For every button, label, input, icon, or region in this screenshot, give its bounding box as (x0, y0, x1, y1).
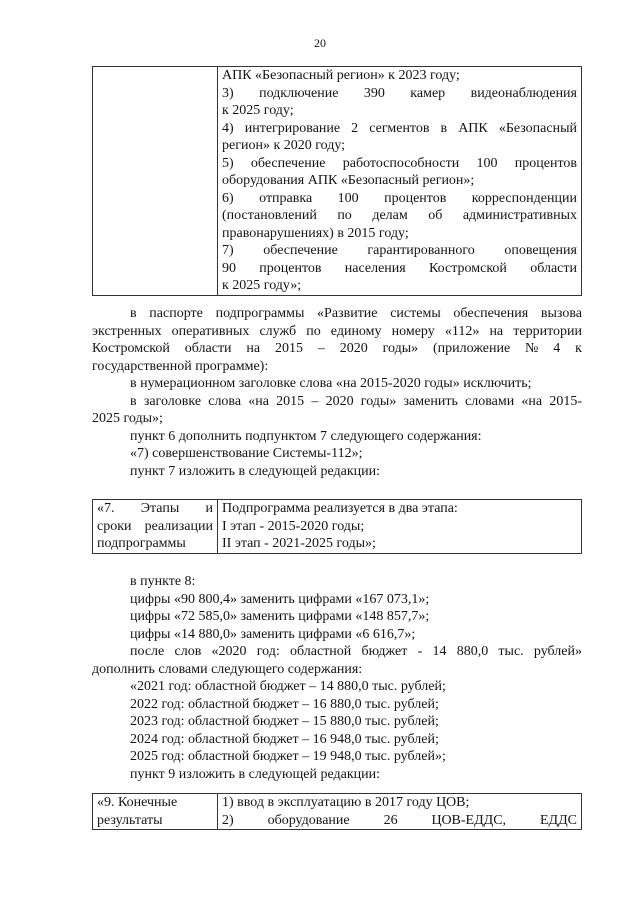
justified-line (222, 260, 577, 278)
text-line: оборудования АПК «Безопасный регион»; (222, 173, 475, 188)
word: процентов (384, 190, 447, 206)
page-number: 20 (314, 36, 326, 50)
word: 3) (222, 85, 234, 101)
word: годы» (382, 341, 419, 356)
justified-line (222, 190, 577, 208)
text-line: пункт 6 дополнить подпунктом 7 следующего содержания: (130, 428, 482, 444)
justified-line: экстренных оперативных служб по единому номеру «112» на территории (92, 323, 582, 339)
word: камер (410, 85, 446, 101)
amendment-paragraphs-2 (92, 573, 582, 783)
word: 4 (553, 341, 561, 356)
text-line: цифры «72 585,0» заменить цифрами «148 857,7»; (130, 609, 430, 624)
text-line: «9. Конечные (97, 795, 178, 810)
justified-line: сроки реализации (97, 518, 213, 534)
justified-line: после слов «2020 год: областной бюджет - 14 880,0 тыс. рублей» (130, 644, 582, 659)
table-cell-results-value (218, 794, 582, 830)
text-line: регион» к 2020 году; (222, 138, 346, 153)
word: процентов (259, 260, 322, 276)
table-cell-stages-label (93, 500, 218, 554)
text-line: 2025 годы»; (92, 411, 163, 426)
word: отправка (259, 190, 313, 206)
word: на (246, 341, 261, 356)
table-apk-indicators (92, 66, 582, 296)
text-line: 2023 год: областной бюджет – 15 880,0 тыс. рублей; (130, 714, 439, 729)
word: «7. (97, 501, 115, 516)
table-cell-left-empty (93, 67, 218, 296)
justified-line (97, 500, 213, 518)
amendment-paragraphs-1 (92, 305, 582, 480)
word: ЦОВ-ЕДДС, (431, 812, 507, 828)
word: № (525, 341, 539, 356)
word: и (205, 501, 213, 516)
text-line: пункт 9 изложить в следующей редакции: (130, 766, 380, 782)
text-line: подпрограммы (97, 536, 186, 551)
justified-line: 4) интегрирование 2 сегментов в АПК «Безопасный (222, 120, 577, 136)
text-line: II этап - 2021-2025 годы»; (222, 536, 376, 551)
table-cell-stages-value (218, 500, 582, 554)
word: видеонаблюдения (470, 85, 577, 101)
word: – (317, 341, 325, 356)
text-line: цифры «90 800,4» заменить цифрами «167 073,1»; (130, 591, 430, 607)
text-line: «2021 год: областной бюджет – 14 880,0 тыс. рублей; (130, 679, 446, 694)
text-line: дополнить словами следующего содержания: (92, 661, 363, 677)
word: Костромской (429, 260, 507, 276)
table-final-results (92, 793, 582, 830)
word: области (184, 341, 232, 356)
word: гарантированного (367, 243, 475, 258)
justified-line: 5) обеспечение работоспособности 100 процентов (222, 155, 577, 171)
text-line: в пункте 8: (130, 574, 196, 589)
word: 2) (222, 812, 234, 828)
text-line: государственной программе): (92, 358, 269, 374)
word: 100 (337, 190, 359, 206)
word: 2020 (339, 341, 368, 356)
word: к (575, 341, 582, 356)
table-cell-results-label (93, 794, 218, 830)
word: 2015 (275, 341, 303, 356)
word: Этапы (140, 501, 180, 516)
word: обеспечение (263, 243, 338, 258)
word: области (530, 260, 577, 276)
word: ЕДДС (539, 812, 577, 828)
text-line: к 2025 году»; (222, 278, 302, 293)
justified-line: в заголовке слова «на 2015 – 2020 годы» заменить словами «на 2015- (130, 393, 582, 409)
text-line: в нумерационном заголовке слова «на 2015-2020 годы» исключить; (130, 376, 532, 391)
word: 390 (363, 85, 385, 101)
justified-line (222, 85, 577, 103)
text-line: пункт 7 изложить в следующей редакции: (130, 463, 380, 479)
justified-line (222, 812, 577, 830)
table-stages (92, 499, 582, 554)
text-line: Подпрограмма реализуется в два этапа: (222, 501, 458, 516)
text-line: результаты (97, 812, 163, 828)
table-cell-indicators (218, 67, 582, 296)
text-line: к 2025 году; (222, 103, 294, 118)
justified-line: в паспорте подпрограммы «Развитие системы обеспечения вызова (130, 306, 582, 321)
word: оповещения (504, 243, 577, 258)
word: Костромской (92, 341, 170, 356)
text-line: «7) совершенствование Системы-112»; (130, 446, 363, 461)
text-line: 2024 год: областной бюджет – 16 948,0 тыс. рублей; (130, 731, 439, 747)
word: корреспонденции (471, 190, 577, 206)
justified-line (222, 242, 577, 260)
justified-line: (постановлений по делам об административных (222, 208, 577, 223)
justified-line (92, 340, 582, 358)
word: населения (344, 260, 406, 276)
text-line: 2025 год: областной бюджет – 19 948,0 тыс. рублей»; (130, 749, 446, 764)
text-line: 2022 год: областной бюджет – 16 880,0 тыс. рублей; (130, 696, 439, 712)
text-line: I этап - 2015-2020 годы; (222, 518, 365, 534)
word: 26 (383, 812, 398, 828)
word: 90 (222, 260, 236, 276)
word: подключение (259, 85, 339, 101)
text-line: цифры «14 880,0» заменить цифрами «6 616,7»; (130, 626, 416, 642)
word: оборудование (267, 812, 350, 828)
word: 7) (222, 243, 234, 258)
word: 6) (222, 190, 234, 206)
word: (приложение (432, 341, 511, 356)
text-line: АПК «Безопасный регион» к 2023 году; (222, 68, 460, 83)
text-line: 1) ввод в эксплуатацию в 2017 году ЦОВ; (222, 795, 470, 810)
text-line: правонарушениях) в 2015 году; (222, 225, 409, 241)
